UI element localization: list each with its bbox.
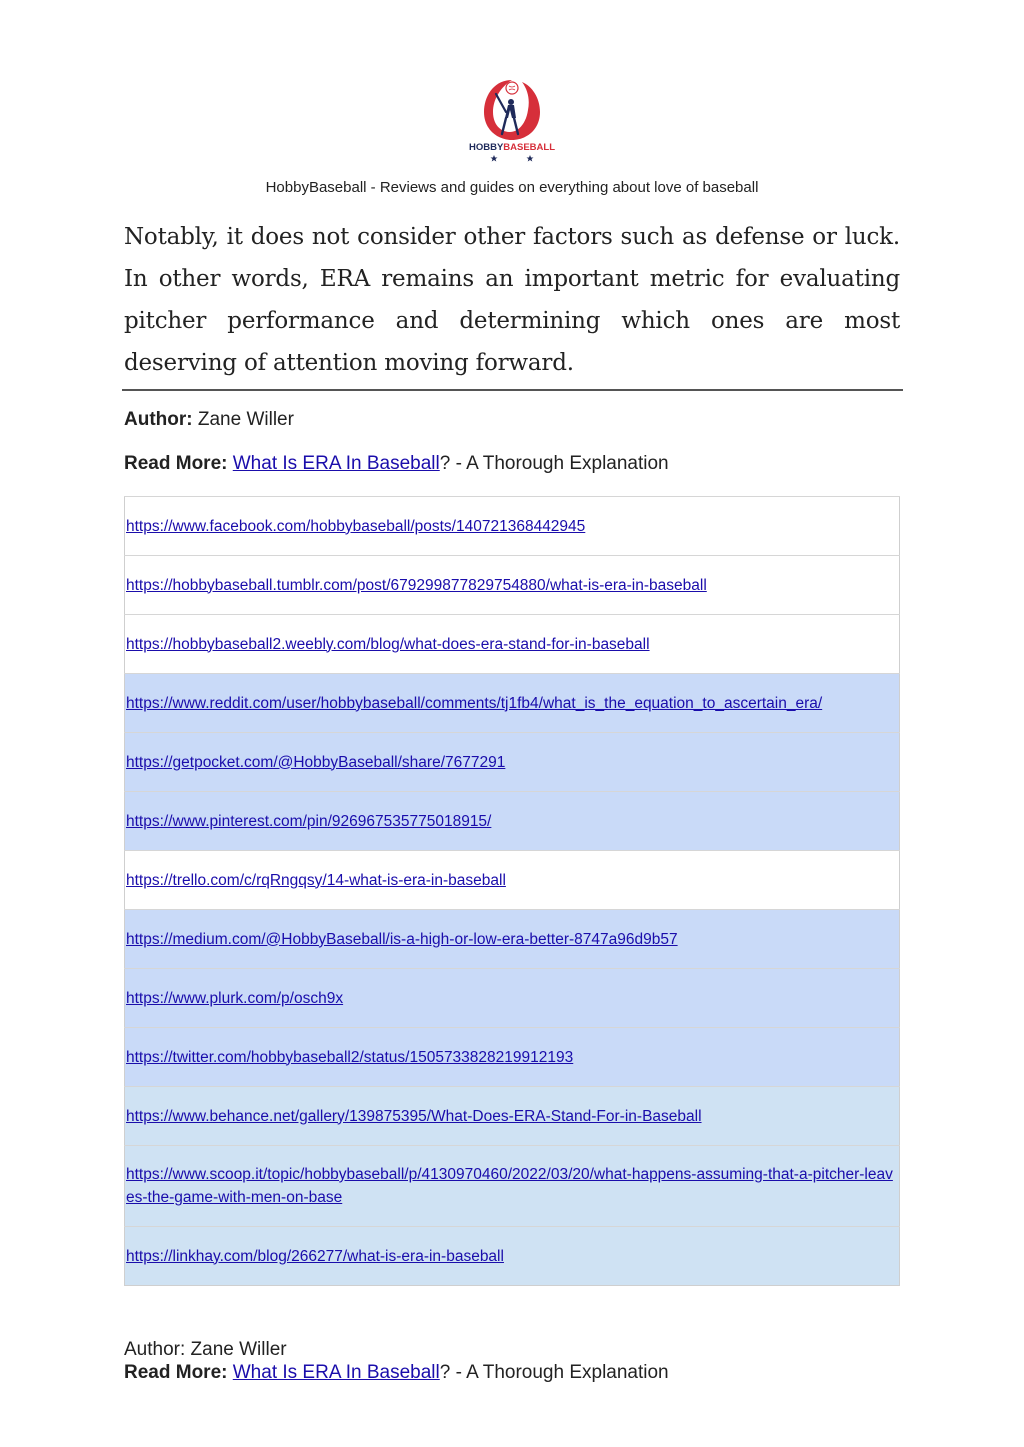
link-url[interactable]: https://www.reddit.com/user/hobbybaseball/comments/tj1fb4/what_is_the_equation_to_ascertain_era/ (126, 694, 823, 712)
link-url[interactable]: https://www.pinterest.com/pin/926967535775018915/ (126, 812, 492, 830)
read-more-line (124, 453, 669, 475)
link-row (125, 615, 900, 674)
link-cell (125, 851, 900, 910)
link-cell (125, 733, 900, 792)
logo-text-baseball: BASEBALL (503, 142, 556, 153)
link-cell (125, 1087, 900, 1146)
footer-read-more-label: Read More: (124, 1362, 228, 1383)
read-more-suffix: ? - A Thorough Explanation (439, 453, 669, 474)
author-line (124, 409, 294, 431)
link-row (125, 910, 900, 969)
link-row (125, 733, 900, 792)
link-row (125, 1146, 900, 1227)
link-url[interactable]: https://hobbybaseball2.weebly.com/blog/what-does-era-stand-for-in-baseball (126, 635, 650, 653)
links-table (124, 496, 900, 1286)
star-icon (491, 155, 534, 162)
author-label: Author: (124, 409, 193, 430)
link-row (125, 1227, 900, 1286)
read-more-label: Read More: (124, 453, 228, 474)
link-row (125, 674, 900, 733)
link-row (125, 1028, 900, 1087)
article-paragraph: Notably, it does not consider other factors such as defense or luck. In other words, ERA remains an important metric for evaluating pitcher performance and determining which ones are most deserving of attention moving forward. (124, 224, 900, 376)
link-row (125, 1087, 900, 1146)
link-url[interactable]: https://hobbybaseball.tumblr.com/post/679299877829754880/what-is-era-in-baseball (126, 576, 707, 594)
link-cell (125, 1146, 900, 1227)
link-row (125, 851, 900, 910)
link-row (125, 792, 900, 851)
link-url[interactable]: https://medium.com/@HobbyBaseball/is-a-high-or-low-era-better-8747a96d9b57 (126, 930, 678, 948)
link-url[interactable]: https://getpocket.com/@HobbyBaseball/share/7677291 (126, 753, 506, 771)
footer-read-more-line (124, 1362, 669, 1384)
link-row (125, 556, 900, 615)
link-url[interactable]: https://twitter.com/hobbybaseball2/status/1505733828219912193 (126, 1048, 574, 1066)
link-row (125, 497, 900, 556)
link-url[interactable]: https://linkhay.com/blog/266277/what-is-era-in-baseball (126, 1247, 504, 1265)
link-url[interactable]: https://www.behance.net/gallery/139875395/What-Does-ERA-Stand-For-in-Baseball (126, 1107, 702, 1125)
author-name: Zane Willer (197, 409, 294, 430)
link-cell (125, 615, 900, 674)
link-cell (125, 497, 900, 556)
logo-text-hobby: HOBBY (468, 142, 504, 153)
link-url[interactable]: https://www.plurk.com/p/osch9x (126, 989, 344, 1007)
site-tagline: HobbyBaseball - Reviews and guides on everything about love of baseball (265, 179, 759, 196)
read-more-link[interactable]: What Is ERA In Baseball (232, 453, 440, 474)
link-cell (125, 969, 900, 1028)
svg-text:HOBBYBASEBALL (469, 142, 555, 153)
link-cell (125, 556, 900, 615)
footer-author-line: Author: Zane Willer (124, 1339, 287, 1360)
link-cell (125, 792, 900, 851)
link-row (125, 969, 900, 1028)
link-url[interactable]: https://trello.com/c/rqRngqsy/14-what-is-era-in-baseball (126, 871, 506, 889)
link-url[interactable]: https://www.scoop.it/topic/hobbybaseball/p/4130970460/2022/03/20/what-happens-assuming-that-a-pitcher-leaves-the-game-with-men-on-base (126, 1166, 893, 1206)
link-url[interactable]: https://www.facebook.com/hobbybaseball/posts/140721368442945 (126, 517, 586, 535)
link-cell (125, 910, 900, 969)
footer-read-more-suffix: ? - A Thorough Explanation (439, 1362, 669, 1383)
hobbybaseball-logo[interactable] (466, 74, 558, 162)
link-cell (125, 1227, 900, 1286)
footer-read-more-link[interactable]: What Is ERA In Baseball (232, 1362, 440, 1383)
baseball-batter-logo-icon (484, 80, 540, 140)
divider (122, 389, 903, 391)
link-cell (125, 674, 900, 733)
link-cell (125, 1028, 900, 1087)
